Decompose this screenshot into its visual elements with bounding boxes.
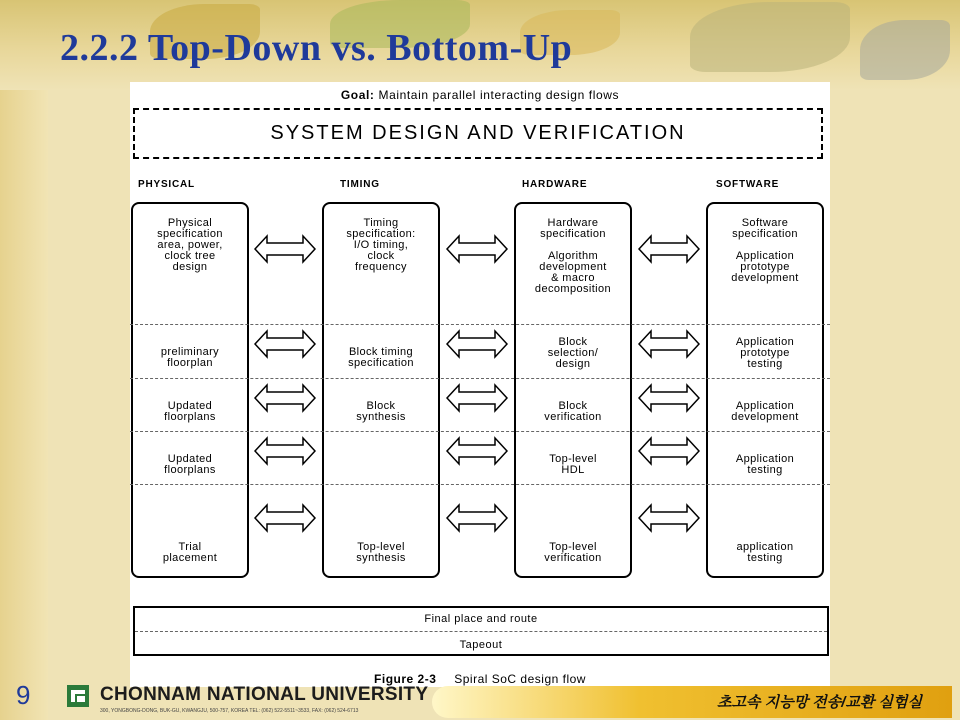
double-arrow-icon — [638, 234, 700, 264]
university-name: CHONNAM NATIONAL UNIVERSITY — [100, 684, 429, 705]
caption-text: Spiral SoC design flow — [454, 672, 586, 686]
hardware-cell-3: Block verification — [544, 400, 602, 423]
software-cell-2: Application prototype testing — [735, 336, 795, 370]
double-arrow-icon — [254, 383, 316, 413]
timing-cell-5: Top-level synthesis — [356, 541, 406, 564]
leaf-decoration — [860, 20, 950, 80]
tapeout-label: Tapeout — [459, 639, 503, 651]
slide-title: 2.2.2 Top-Down vs. Bottom-Up — [60, 27, 573, 69]
final-place-route-label: Final place and route — [424, 613, 538, 625]
physical-cell-2: preliminary floorplan — [160, 346, 220, 369]
left-decor-band — [0, 0, 48, 720]
hardware-cell-1: Hardware specification Algorithm development & macro decomposition — [534, 217, 612, 295]
software-cell-5: application testing — [736, 541, 794, 564]
double-arrow-icon — [446, 436, 508, 466]
software-cell-4: Application testing — [735, 453, 795, 476]
column-header-timing: TIMING — [340, 179, 380, 190]
footer-bar — [62, 682, 960, 720]
double-arrow-icon — [446, 329, 508, 359]
double-arrow-icon — [254, 329, 316, 359]
physical-cell-1: Physical specification area, power, clock tree design — [157, 217, 223, 273]
bottom-separator — [135, 631, 827, 632]
lab-banner — [432, 686, 952, 718]
leaf-decoration — [690, 2, 850, 72]
double-arrow-icon — [254, 436, 316, 466]
double-arrow-icon — [638, 329, 700, 359]
caption-label: Figure 2-3 — [374, 672, 437, 686]
software-cell-1: Software specification Application prototype development — [731, 217, 799, 284]
row-separator — [130, 484, 830, 485]
column-header-hardware: HARDWARE — [522, 179, 588, 190]
double-arrow-icon — [446, 503, 508, 533]
system-design-box: SYSTEM DESIGN AND VERIFICATION — [133, 108, 823, 159]
goal-text: Maintain parallel interacting design flows — [378, 88, 620, 102]
physical-cell-4: Updated floorplans — [164, 453, 216, 476]
row-separator — [130, 324, 830, 325]
timing-cell-1: Timing specification: I/O timing, clock frequency — [346, 217, 416, 273]
goal-line — [130, 88, 830, 102]
design-flow-figure — [130, 82, 830, 687]
university-address: 300, YONGBONG-DONG, BUK-GU, KWANGJU, 500-757, KOREA TEL: (062) 522-5511~3533, FAX: (062) 524-6713 — [100, 708, 359, 714]
double-arrow-icon — [638, 383, 700, 413]
double-arrow-icon — [446, 383, 508, 413]
lab-name: 초고속 지능망 전송/교환 실험실 — [716, 694, 922, 711]
physical-cell-3: Updated floorplans — [164, 400, 216, 423]
timing-cell-2: Block timing specification — [348, 346, 414, 369]
row-separator — [130, 378, 830, 379]
goal-label: Goal: — [340, 88, 375, 102]
timing-cell-3: Block synthesis — [356, 400, 406, 423]
double-arrow-icon — [638, 436, 700, 466]
column-header-physical: PHYSICAL — [138, 179, 195, 190]
software-cell-3: Application development — [731, 400, 799, 423]
final-stage-box — [133, 606, 829, 656]
university-logo-icon — [66, 684, 90, 708]
hardware-cell-5: Top-level verification — [544, 541, 602, 564]
physical-cell-5: Trial placement — [162, 541, 218, 564]
hardware-cell-2: Block selection/ design — [547, 336, 599, 370]
hardware-cell-4: Top-level HDL — [549, 453, 597, 476]
row-separator — [130, 431, 830, 432]
double-arrow-icon — [638, 503, 700, 533]
double-arrow-icon — [254, 234, 316, 264]
double-arrow-icon — [254, 503, 316, 533]
column-header-software: SOFTWARE — [716, 179, 780, 190]
double-arrow-icon — [446, 234, 508, 264]
page-number: 9 — [16, 680, 31, 710]
